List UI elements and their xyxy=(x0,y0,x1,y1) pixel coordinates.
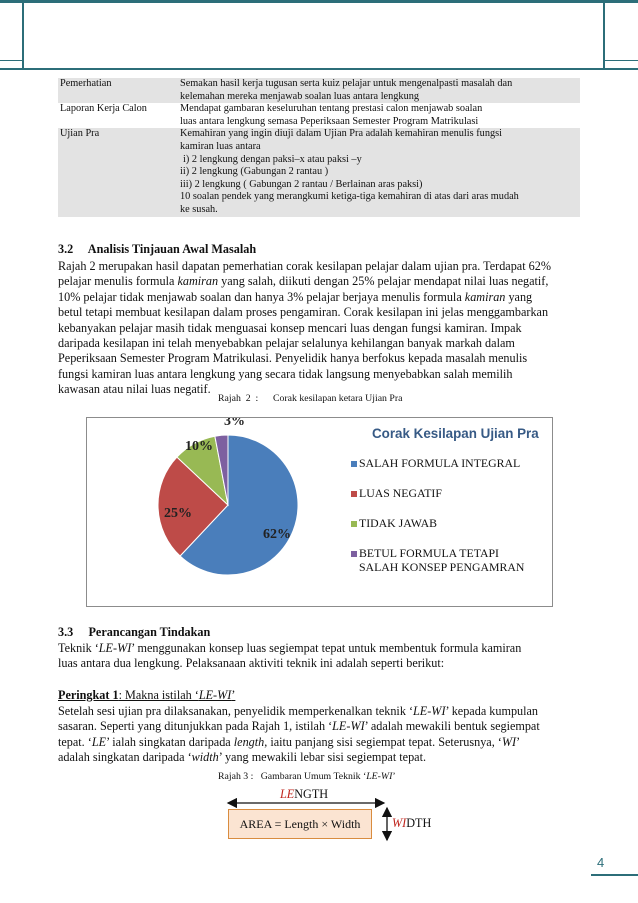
peringkat-1-subtitle: : Makna istilah ‘LE-WI’ xyxy=(118,688,236,702)
pie-data-label: 25% xyxy=(164,506,192,521)
peringkat-1-label: Peringkat 1 xyxy=(58,688,119,702)
page-number-rule xyxy=(591,874,638,876)
legend-swatch-purple xyxy=(351,551,357,557)
table-row-text xyxy=(180,128,578,216)
legend-item xyxy=(351,516,551,546)
pie-data-label: 62% xyxy=(263,527,291,542)
page-number: 4 xyxy=(597,855,605,870)
length-prefix: LE xyxy=(280,787,295,801)
section-3-3-body xyxy=(58,641,588,672)
table-line: luas antara lengkung semasa Peperiksaan Semester Program Matrikulasi xyxy=(180,115,479,127)
pie-data-label: 10% xyxy=(185,439,213,454)
length-rest: NGTH xyxy=(294,787,329,801)
chart-legend xyxy=(351,456,551,578)
area-formula-box: AREA = Length × Width xyxy=(228,809,372,839)
paragraph-line: sasaran. Seperti yang ditunjukkan pada Rajah 1, istilah ‘LE-WI’ adalah mewakili bentuk segiempat xyxy=(58,719,540,734)
legend-swatch-blue xyxy=(351,461,357,467)
pie-chart-frame xyxy=(86,417,553,607)
legend-item xyxy=(351,486,551,516)
pie-data-label: 3% xyxy=(224,418,245,429)
table-line: iii) 2 lengkung ( Gabungan 2 rantau / Berlainan aras paksi) xyxy=(180,178,423,190)
width-rest: DTH xyxy=(406,816,432,830)
peringkat-1-heading xyxy=(58,688,235,703)
legend-label: TIDAK JAWAB xyxy=(359,516,438,530)
methods-table xyxy=(58,78,580,217)
header-rule xyxy=(0,68,638,70)
legend-item xyxy=(351,456,551,486)
width-prefix: WI xyxy=(392,816,407,830)
chart-title: Corak Kesilapan Ujian Pra xyxy=(372,426,539,441)
paragraph-line: luas antara dua lengkung. Pelaksanaan aktiviti teknik ini adalah seperti berikut: xyxy=(58,656,445,671)
width-label xyxy=(392,816,431,831)
section-3-3-title: 3.3 Perancangan Tindakan xyxy=(58,625,211,639)
table-line: i) 2 lengkung dengan paksi–x atau paksi –y xyxy=(183,153,362,165)
table-row-text xyxy=(180,78,578,103)
legend-label: SALAH FORMULA INTEGRAL xyxy=(359,456,521,470)
header-tick-left xyxy=(0,60,22,61)
table-line: ke susah. xyxy=(180,203,218,215)
table-line: Mendapat gambaran keseluruhan tentang prestasi calon menjawab soalan xyxy=(180,103,483,115)
figure-2-caption: Rajah 2 : Corak kesilapan ketara Ujian Pra xyxy=(218,393,403,404)
table-line: ii) 2 lengkung (Gabungan 2 rantau ) xyxy=(180,166,329,178)
table-row xyxy=(58,128,580,216)
header-top-border xyxy=(0,0,638,3)
paragraph-line: Setelah sesi ujian pra dilaksanakan, penyelidik memperkenalkan teknik ‘LE-WI’ kepada kumpulan xyxy=(58,704,539,718)
table-row-label: Laporan Kerja Calon xyxy=(60,103,147,115)
legend-swatch-green xyxy=(351,521,357,527)
peringkat-1-body xyxy=(58,704,588,766)
legend-label: SALAH KONSEP PENGAMRAN xyxy=(359,560,525,574)
paragraph-line: betul tetapi membuat kesilapan dalam proses pengamiran. Corak kesilapan ini jelas menggambarkan xyxy=(58,305,549,320)
table-row-label: Ujian Pra xyxy=(60,128,100,140)
table-row-label: Pemerhatian xyxy=(60,78,112,89)
table-line: Kemahiran yang ingin diuji dalam Ujian Pra adalah kemahiran menulis fungsi xyxy=(180,128,502,140)
paragraph-line: kebanyakan pelajar masih tidak menguasai konsep mencari luas dengan fungsi kamiran. Impak xyxy=(58,320,522,335)
table-row-text xyxy=(180,103,578,128)
paragraph-line: pelajar menulis formula kamiran yang salah, diikuti dengan 25% pelajar mendapat nilai luas negatif, xyxy=(58,274,549,289)
header-tick-right xyxy=(605,60,638,61)
figure-3-caption: Rajah 3 : Gambaran Umum Teknik ‘LE-WI’ xyxy=(218,771,396,782)
legend-swatch-red xyxy=(351,491,357,497)
table-line: Semakan hasil kerja tugusan serta kuiz pelajar untuk mengenalpasti masalah dan xyxy=(180,78,513,89)
paragraph-line: tepat. ‘LE’ ialah singkatan daripada length, iaitu panjang sisi segiempat tepat. Seterusnya, ‘WI’ xyxy=(58,734,521,749)
paragraph-line: Rajah 2 merupakan hasil dapatan pemerhatian corak kesilapan pelajar dalam ujian pra. Terdapat 62% xyxy=(58,259,551,273)
paragraph-line: daripada kesilapan ini telah menyebabkan pelajar selalunya kehilangan banyak markah dalam xyxy=(58,336,515,351)
table-line: kamiran luas antara xyxy=(180,140,261,152)
table-row xyxy=(58,103,580,128)
legend-item xyxy=(351,546,551,578)
table-row xyxy=(58,78,580,103)
paragraph-line: fungsi kamiran luas antara lengkung yang secara tidak langsung menyebabkan salah memilih xyxy=(58,366,513,381)
section-3-2-body xyxy=(58,259,588,398)
legend-label: LUAS NEGATIF xyxy=(359,486,442,500)
header-left-border xyxy=(22,0,24,68)
paragraph-line: adalah singkatan daripada ‘width’ yang mewakili lebar sisi segiempat tepat. xyxy=(58,750,426,765)
legend-label: BETUL FORMULA TETAPI xyxy=(359,546,499,560)
paragraph-line: 10% pelajar tidak menjawab soalan dan hanya 3% pelajar berjaya menulis formula kamiran yang xyxy=(58,289,533,304)
paragraph-line: kawasan atau nilai luas negatif. xyxy=(58,382,211,397)
header-right-border xyxy=(603,0,605,68)
table-line: 10 soalan pendek yang merangkumi ketiga-tiga kemahiran di atas dari aras mudah xyxy=(180,191,519,203)
section-3-2-title: 3.2 Analisis Tinjauan Awal Masalah xyxy=(58,242,257,256)
paragraph-line: Teknik ‘LE-WI’ menggunakan konsep luas segiempat tepat untuk membentuk formula kamiran xyxy=(58,641,522,655)
table-line: kelemahan mereka menjawab soalan luas antara lengkung xyxy=(180,90,420,102)
paragraph-line: Peperiksaan Semester Program Matrikulasi. Penyelidik hanya berfokus kepada masalah menulis xyxy=(58,351,528,366)
